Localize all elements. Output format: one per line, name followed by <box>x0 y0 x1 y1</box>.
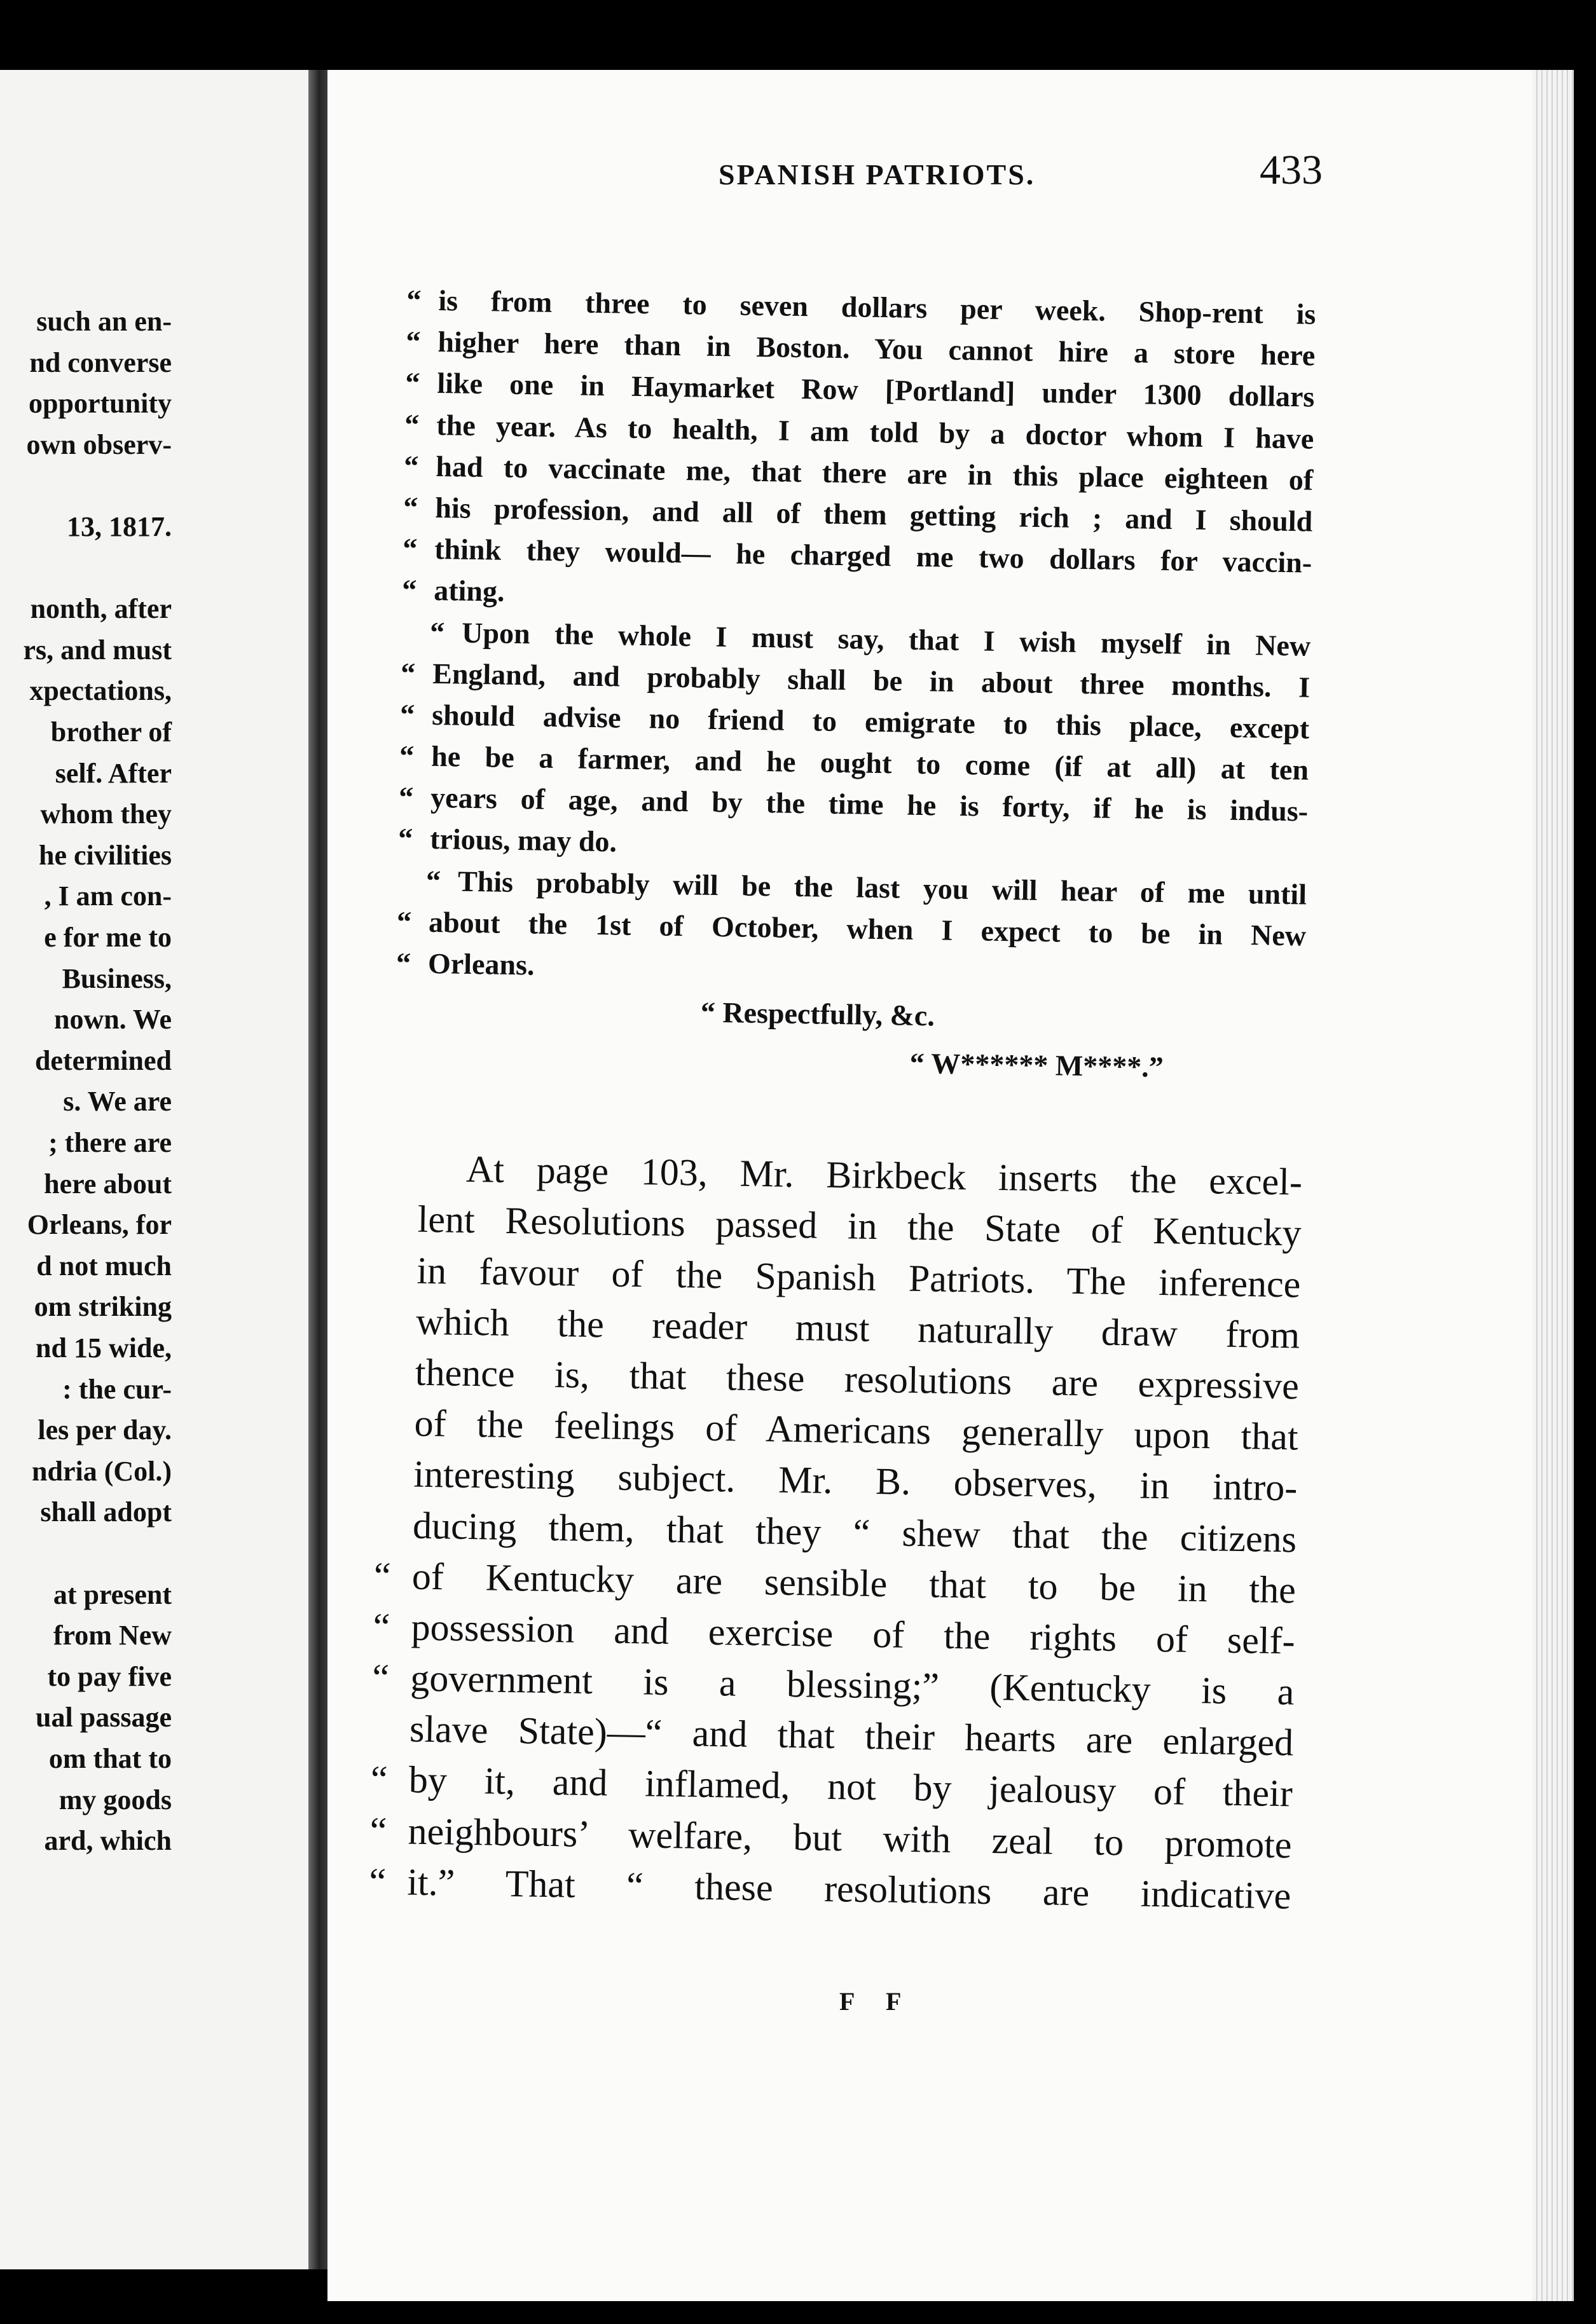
quote-mark: “ <box>405 366 420 399</box>
text-line: “ it.” That “ these resolutions are indicative <box>407 1856 1291 1921</box>
letter-line: “ had to vaccinate me, that there are in this place eighteen of <box>436 446 1314 501</box>
text-line: “ by it, and inflamed, not by jealousy of their <box>408 1754 1293 1819</box>
text-line: which the reader must naturally draw from <box>415 1300 1300 1357</box>
letter-line: “ about the 1st of October, when I expect to be in New <box>429 901 1307 957</box>
text-line: lent Resolutions passed in the State of Kentucky <box>417 1198 1302 1254</box>
left-page-fragment: rs, and must <box>23 634 172 666</box>
left-page-fragment: shall adopt <box>40 1496 172 1528</box>
quote-mark: “ <box>400 656 416 690</box>
letter-signature: “ W****** M****.” <box>909 1046 1164 1084</box>
text-line: interesting subject. Mr. B. observes, in intro- <box>413 1452 1298 1509</box>
quote-mark: “ <box>404 407 420 441</box>
left-page-fragment: Orleans, for <box>27 1209 172 1241</box>
quote-mark: “ <box>406 284 422 317</box>
left-page-fragment: , I am con- <box>44 880 172 912</box>
left-page-fragment: om that to <box>48 1743 172 1774</box>
page-body <box>368 280 1316 1921</box>
letter-line: “ like one in Haymarket Row [Portland] under 1300 dollars <box>437 362 1315 418</box>
quote-mark: “ <box>373 1554 392 1597</box>
letter-line: “ trious, may do. <box>430 818 1308 873</box>
quote-mark: “ <box>371 1656 390 1699</box>
letter-line: “ higher here than in Boston. You cannot hire a store here <box>437 321 1316 376</box>
left-page <box>0 70 308 2269</box>
letter-line: “ England, and probably shall be in about three months. I <box>432 653 1311 708</box>
letter-line: “ think they would— he charged me two dollars for vaccin- <box>434 528 1312 584</box>
left-page-fragment: at present <box>53 1578 172 1610</box>
page-number: 433 <box>1260 147 1323 193</box>
letter-line: “ years of age, and by the time he is forty, if he is indus- <box>430 777 1309 832</box>
left-page-fragment: my goods <box>58 1784 172 1815</box>
quote-mark: “ <box>373 1605 390 1648</box>
left-page-fragment: from New <box>53 1620 172 1651</box>
quote-mark: “ <box>401 573 417 606</box>
left-page-fragment: nonth, after <box>30 593 172 625</box>
quote-mark: “ <box>402 491 418 524</box>
text-line: thence is, that these resolutions are expressive <box>415 1351 1300 1407</box>
text-line: “ government is a blessing;” (Kentucky is a <box>410 1653 1295 1718</box>
left-page-fragment: self. After <box>55 757 172 789</box>
quote-mark: “ <box>402 532 418 565</box>
text-line: “ neighbours’ welfare, but with zeal to promote <box>408 1805 1292 1870</box>
left-page-fragment: brother of <box>50 716 172 748</box>
left-page-fragment: om striking <box>34 1291 172 1323</box>
quote-mark: “ <box>396 947 411 980</box>
quote-mark: “ <box>425 864 441 897</box>
left-page-fragment: ual passage <box>36 1702 172 1733</box>
signature-mark: F F <box>839 1987 914 2016</box>
left-page-fragment: Business, <box>62 962 172 994</box>
text-line: “ possession and exercise of the rights of self- <box>411 1601 1295 1666</box>
book-gutter <box>308 70 327 2269</box>
letter-line: “ Orleans. <box>428 943 1306 998</box>
quote-mark: “ <box>406 325 421 358</box>
quote-mark: “ <box>397 822 413 855</box>
letter-line: “ should advise no friend to emigrate to this place, except <box>432 694 1310 749</box>
quote-mark: “ <box>398 781 414 814</box>
quote-mark: “ <box>399 739 415 772</box>
left-page-fragment: e for me to <box>44 922 172 953</box>
quote-mark: “ <box>909 1046 925 1080</box>
letter-line: “ Upon the whole I must say, that I wish myself in New <box>433 611 1311 666</box>
left-page-fragment: les per day. <box>38 1414 172 1446</box>
left-page-fragment: to pay five <box>47 1660 172 1692</box>
quote-mark: “ <box>396 905 412 938</box>
page-header <box>394 146 1323 197</box>
quote-mark: “ <box>370 1758 389 1801</box>
quote-mark: “ <box>369 1809 387 1852</box>
left-page-fragment: ; there are <box>48 1127 172 1158</box>
left-page-fragment: opportunity <box>29 388 172 420</box>
letter-line: “ the year. As to health, I am told by a doctor whom I have <box>436 404 1314 460</box>
text-line: of the feelings of Americans generally upon that <box>414 1402 1299 1458</box>
text-line: “ of Kentucky are sensible that to be in the <box>411 1550 1296 1615</box>
letter-line: “ he be a farmer, and he ought to come (if at all) at ten <box>431 735 1309 791</box>
quote-mark: “ <box>368 1860 387 1903</box>
left-page-fragment: ard, which <box>44 1825 172 1857</box>
left-page-fragment: d not much <box>36 1250 172 1282</box>
quote-mark: “ <box>399 698 415 731</box>
left-page-fragment: whom they <box>40 798 172 830</box>
left-page-fragment: here about <box>44 1168 172 1200</box>
page-edges <box>1532 70 1574 2301</box>
quote-mark: “ <box>700 995 716 1029</box>
letter-line: “ is from three to seven dollars per week. Shop-rent is <box>438 280 1316 335</box>
left-page-fragment: xpectations, <box>29 675 172 707</box>
letter-line: “ ating. <box>434 570 1312 625</box>
quote-mark: “ <box>403 449 419 482</box>
left-page-fragment: nd 15 wide, <box>36 1332 172 1364</box>
left-page-fragment: own observ- <box>26 428 172 460</box>
left-page-fragment: determined <box>34 1044 172 1076</box>
letter-line: “ This probably will be the last you will hear of me until <box>429 860 1307 915</box>
left-page-fragment: 13, 1817. <box>67 511 172 542</box>
letter-line: “ his profession, and all of them getting rich ; and I should <box>435 487 1313 542</box>
text-line: ducing them, that they “ shew that the citizens <box>412 1504 1297 1560</box>
left-page-fragment: ndria (Col.) <box>32 1455 172 1487</box>
left-page-fragment: s. We are <box>63 1086 172 1118</box>
text-line: in favour of the Spanish Patriots. The inference <box>416 1249 1301 1306</box>
running-head: SPANISH PATRIOTS. <box>719 158 1036 191</box>
letter-closing: “ Respectfully, &c. <box>700 995 935 1032</box>
left-page-fragment: such an en- <box>36 306 172 337</box>
left-page-fragment: nown. We <box>53 1004 172 1036</box>
text-line: slave State)—“ and that their hearts are enlarged <box>409 1707 1294 1764</box>
text-line: At page 103, Mr. Birkbeck inserts the excel- <box>465 1148 1303 1203</box>
left-page-fragment: he civilities <box>39 839 172 871</box>
left-page-fragment: : the cur- <box>62 1373 172 1405</box>
left-page-fragment: nd converse <box>29 346 172 378</box>
quote-mark: “ <box>429 615 445 648</box>
